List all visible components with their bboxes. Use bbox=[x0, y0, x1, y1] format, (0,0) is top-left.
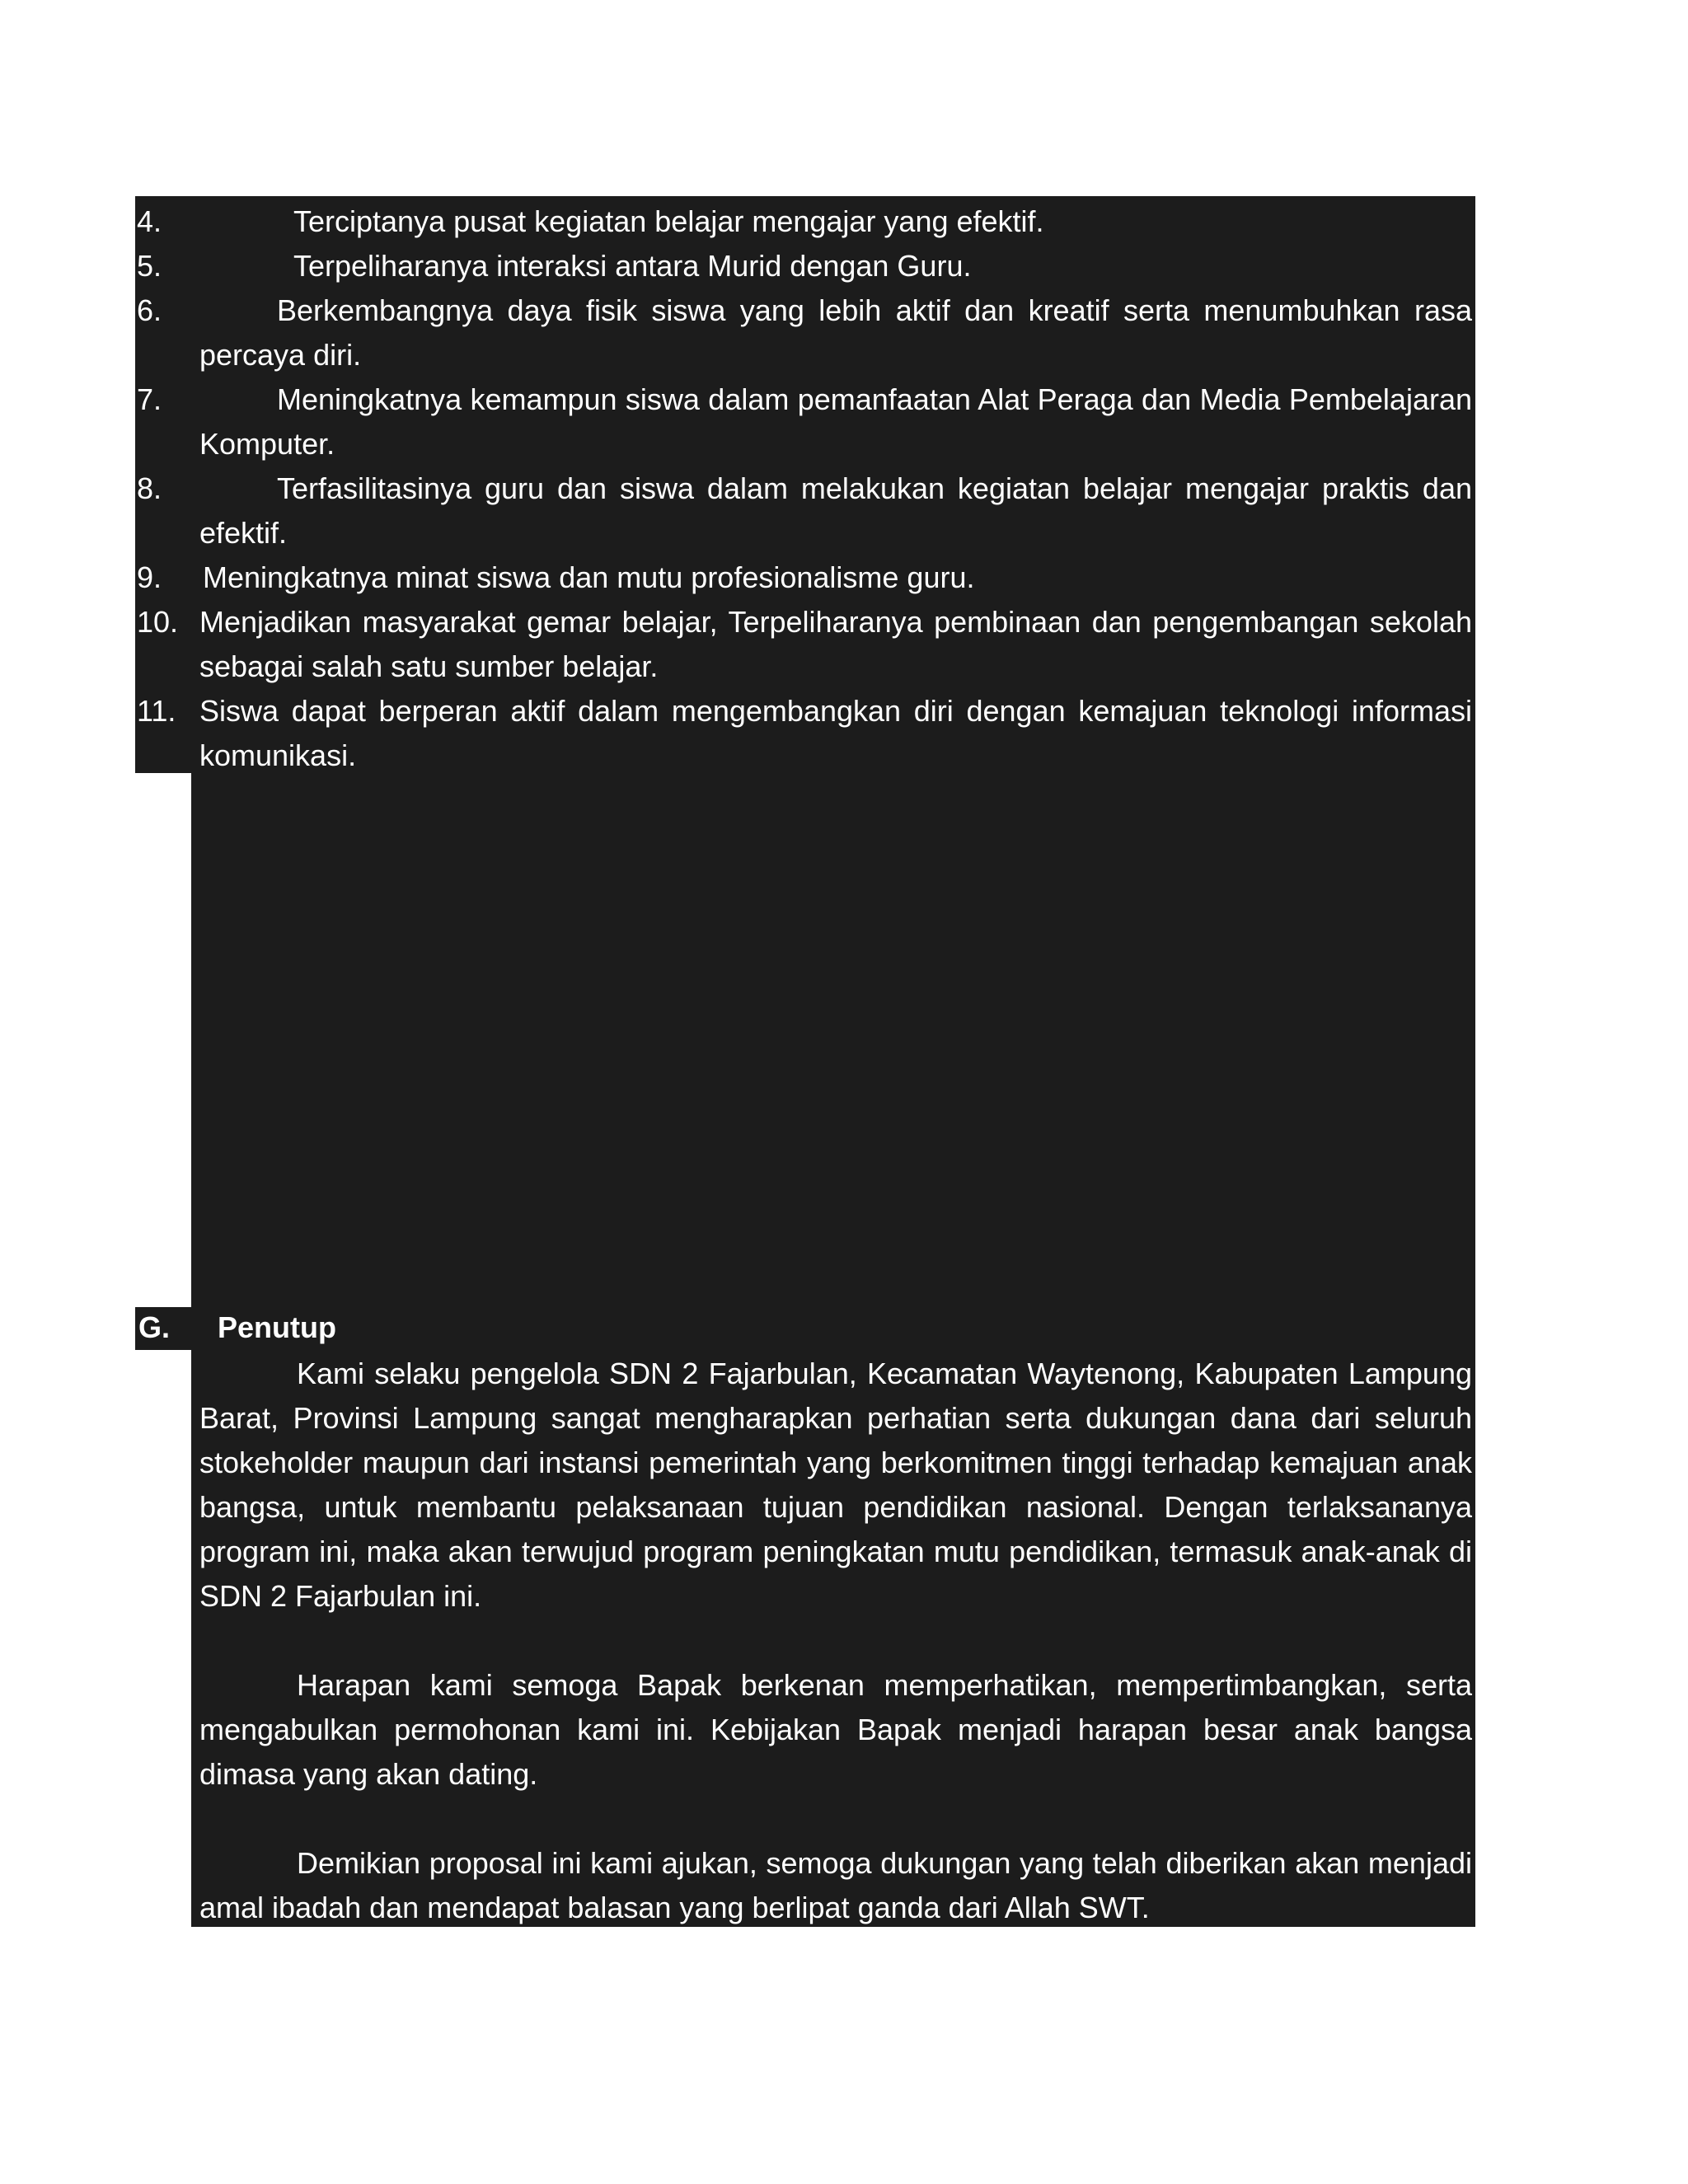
list-text: Berkembangnya daya fisik siswa yang lebih aktif dan kreatif serta menumbuhkan rasa percaya diri. bbox=[199, 293, 1472, 372]
list-item bbox=[137, 244, 1472, 288]
list-item bbox=[137, 466, 1472, 555]
closing-paragraph-2: Harapan kami semoga Bapak berkenan memperhatikan, mempertimbangkan, serta mengabulkan permohonan kami ini. Kebijakan Bapak menjadi harapan besar anak bangsa dimasa yang akan dating. bbox=[199, 1668, 1472, 1791]
list-item bbox=[137, 600, 1472, 689]
list-item bbox=[137, 689, 1472, 778]
list-number: 4. bbox=[137, 204, 162, 238]
list-text: Terfasilitasinya guru dan siswa dalam melakukan kegiatan belajar mengajar praktis dan efektif. bbox=[199, 471, 1472, 550]
list-text: Meningkatnya minat siswa dan mutu profesionalisme guru. bbox=[203, 560, 975, 594]
list-item bbox=[137, 555, 1472, 600]
list-text: Meningkatnya kemampun siswa dalam pemanfaatan Alat Peraga dan Media Pembelajaran Komputer. bbox=[199, 382, 1472, 461]
list-text: Menjadikan masyarakat gemar belajar, Terpeliharanya pembinaan dan pengembangan sekolah sebagai salah satu sumber belajar. bbox=[199, 605, 1472, 683]
section-letter: G. bbox=[138, 1310, 171, 1344]
closing-paragraph-1: Kami selaku pengelola SDN 2 Fajarbulan, Kecamatan Waytenong, Kabupaten Lampung Barat, Provinsi Lampung sangat mengharapkan perhatian serta dukungan dana dari seluruh stokeholder maupun dari instansi pemerintah yang berkomitmen tinggi terhadap kemajuan anak bangsa, untuk membantu pelaksanaan tujuan pendidikan nasional. Dengan terlaksananya program ini, maka akan terwujud program peningkatan mutu pendidikan, termasuk anak-anak di SDN 2 Fajarbulan ini. bbox=[199, 1357, 1472, 1613]
list-item bbox=[137, 377, 1472, 466]
list-number: 9. bbox=[137, 560, 162, 594]
list-number: 6. bbox=[137, 293, 162, 327]
list-item bbox=[137, 199, 1472, 244]
list-number: 10. bbox=[137, 605, 179, 639]
section-title: Penutup bbox=[218, 1310, 336, 1344]
list-item bbox=[137, 288, 1472, 377]
list-text: Siswa dapat berperan aktif dalam mengembangkan diri dengan kemajuan teknologi informasi komunikasi. bbox=[199, 694, 1472, 772]
list-number: 8. bbox=[137, 471, 162, 505]
list-number: 5. bbox=[137, 249, 162, 283]
list-number: 11. bbox=[137, 694, 176, 728]
list-number: 7. bbox=[137, 382, 162, 416]
list-text: Terciptanya pusat kegiatan belajar mengajar yang efektif. bbox=[293, 204, 1044, 238]
closing-paragraph-3: Demikian proposal ini kami ajukan, semoga dukungan yang telah diberikan akan menjadi amal ibadah dan mendapat balasan yang berlipat ganda dari Allah SWT. bbox=[199, 1846, 1472, 1924]
list-text: Terpeliharanya interaksi antara Murid dengan Guru. bbox=[293, 249, 972, 283]
